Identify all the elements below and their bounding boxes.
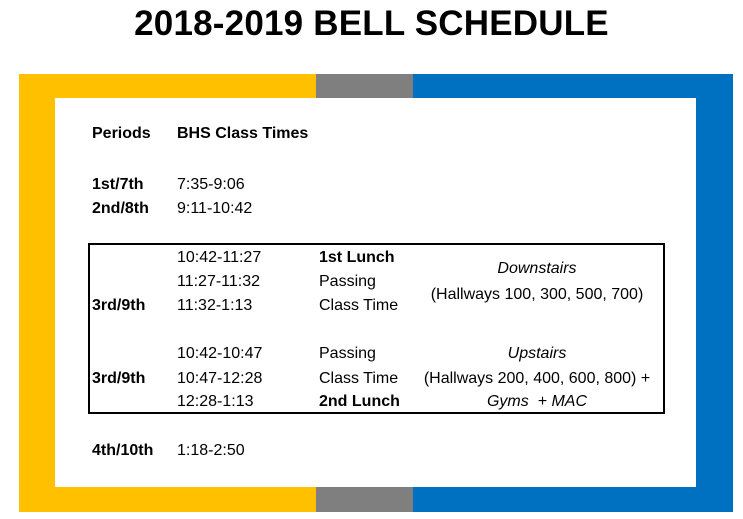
downstairs-location: Downstairs (497, 260, 577, 277)
times-header: BHS Class Times (177, 125, 309, 142)
upstairs-activity: 2nd Lunch (319, 393, 400, 410)
upstairs-activity: Class Time (319, 370, 399, 387)
upstairs-time: 10:42-10:47 (177, 345, 263, 362)
last-time: 1:18-2:50 (177, 442, 245, 459)
downstairs-period: 3rd/9th (92, 297, 146, 314)
downstairs-time: 11:27-11:32 (177, 273, 261, 290)
upstairs-location: Upstairs (507, 345, 567, 362)
period-time: 7:35-9:06 (177, 176, 245, 193)
downstairs-activity: Class Time (319, 297, 399, 314)
downstairs-activity: 1st Lunch (319, 249, 395, 266)
upstairs-hallways: (Hallways 200, 400, 600, 800) + (423, 370, 651, 387)
period-label: 2nd/8th (92, 200, 149, 217)
upstairs-time: 10:47-12:28 (177, 370, 263, 387)
period-label: 1st/7th (92, 176, 144, 193)
period-time: 9:11-10:42 (177, 200, 253, 217)
downstairs-activity: Passing (319, 273, 376, 290)
upstairs-extra: Gyms + MAC (486, 393, 587, 410)
upstairs-activity: Passing (319, 345, 376, 362)
page-title: 2018-2019 BELL SCHEDULE (134, 4, 609, 43)
downstairs-time: 10:42-11:27 (177, 249, 262, 266)
last-period: 4th/10th (92, 442, 154, 459)
periods-header: Periods (92, 125, 151, 142)
upstairs-time: 12:28-1:13 (177, 393, 254, 410)
downstairs-hallways: (Hallways 100, 300, 500, 700) (430, 286, 644, 303)
downstairs-time: 11:32-1:13 (177, 297, 253, 314)
upstairs-period: 3rd/9th (92, 370, 146, 387)
